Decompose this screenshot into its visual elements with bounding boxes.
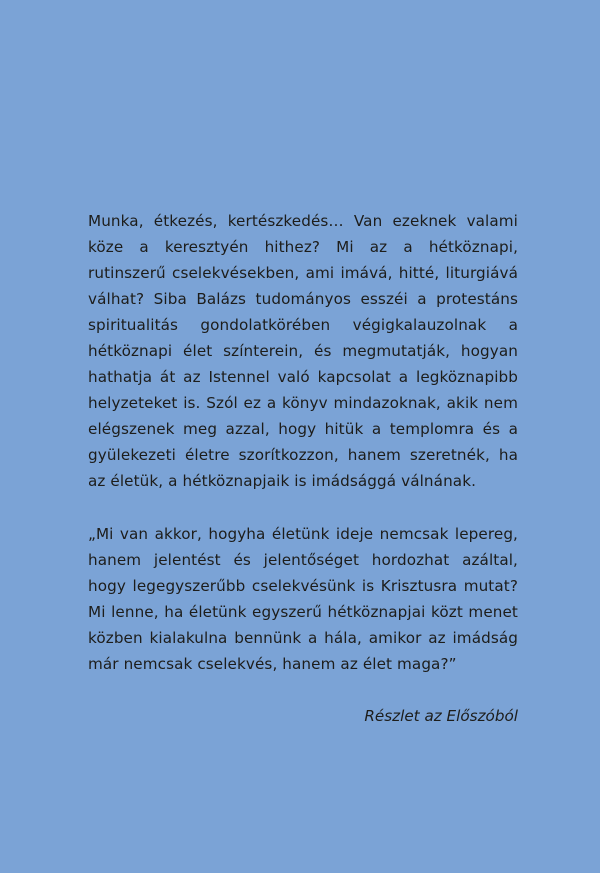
back-cover-text (88, 208, 518, 729)
blurb-paragraph: Munka, étkezés, kertészkedés… Van ezeknek valami köze a keresztyén hithez? Mi az a hétköznapi, rutinszerű cselekvésekben, ami imává, hitté, liturgiává válhat? Siba Balázs tudományos esszéi a protestáns spiritualitás gondolatkörében végigkalauzolnak a hétköznapi élet színterein, és megmutatják, hogyan hathatja át az Istennel való kapcsolat a legköznapibb helyzeteket is. Szól ez a könyv mindazoknak, akik nem elégszenek meg azzal, hogy hitük a templomra és a gyülekezeti életre szorítkozzon, hanem szeretnék, ha az életük, a hétköznapjaik is imádsággá válnának. (88, 212, 518, 490)
quote-paragraph: „Mi van akkor, hogyha életünk ideje nemcsak lepereg, hanem jelentést és jelentőséget hordozhat azáltal, hogy legegyszerűbb cselekvésünk is Krisztusra mutat? Mi lenne, ha életünk egyszerű hétköznapjai közt menet közben kialakulna bennünk a hála, amikor az imádság már nemcsak cselekvés, hanem az élet maga?” (88, 525, 518, 673)
quote-attribution: Részlet az Előszóból (364, 707, 518, 725)
